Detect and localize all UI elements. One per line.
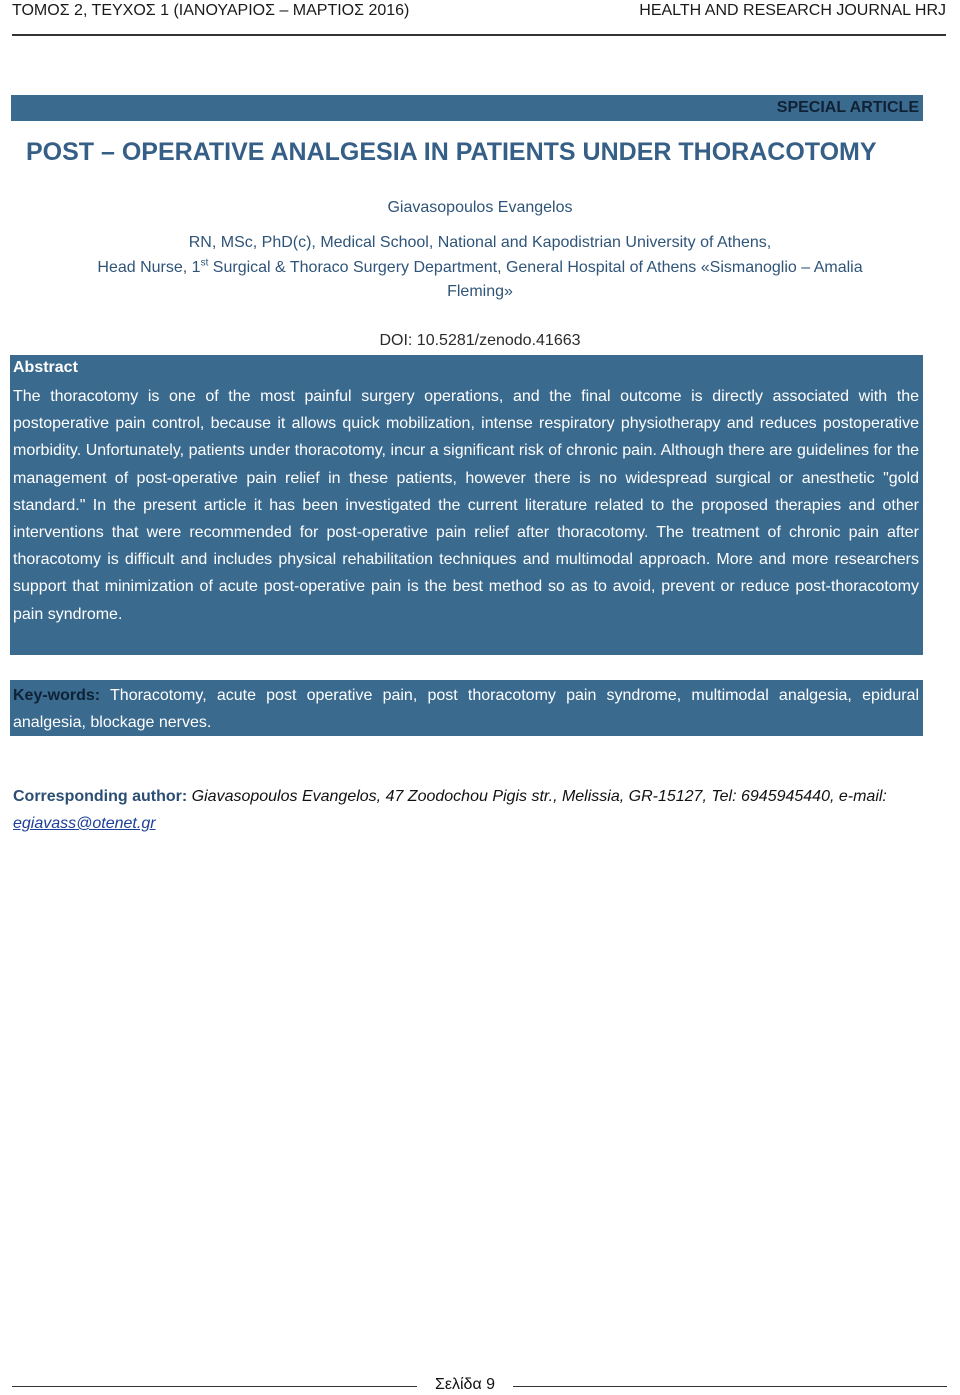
affiliation-line-1: RN, MSc, PhD(c), Medical School, National and Kapodistrian University of Athens, [188, 234, 772, 251]
page-number: Σελίδα 9 [434, 1376, 496, 1393]
keywords-label: Key-words: [13, 687, 101, 704]
running-header [12, 0, 946, 36]
keywords-content [13, 682, 919, 736]
abstract-content [13, 355, 919, 628]
doi[interactable]: DOI: 10.5281/zenodo.41663 [379, 332, 581, 349]
affiliation-line-2 [0, 256, 960, 280]
keywords-text: Thoracotomy, acute post operative pain, post thoracotomy pain syndrome, multimodal analgesia, epidural analgesia, blockage nerves. [13, 687, 919, 731]
author-name: Giavasopoulos Evangelos [387, 199, 573, 216]
corresponding-author-label: Corresponding author: [13, 788, 188, 805]
section-banner [11, 95, 923, 121]
affiliation-line-3: Fleming» [447, 283, 513, 300]
keywords-block [10, 680, 923, 736]
footer-rule-right [513, 1386, 947, 1387]
section-label: SPECIAL ARTICLE [776, 99, 919, 116]
affiliation-line-2-pre: Head Nurse, 1 [97, 259, 201, 276]
corresponding-author [13, 783, 923, 837]
abstract-heading: Abstract [13, 359, 78, 376]
journal-issue: ΤΟΜΟΣ 2, ΤΕΥΧΟΣ 1 (ΙΑΝΟΥΑΡΙΟΣ – ΜΑΡΤΙΟΣ 2016) [12, 2, 410, 19]
affiliation-line-2-post: Surgical & Thoraco Surgery Department, General Hospital of Athens «Sismanoglio – Amalia [208, 259, 863, 276]
email-link[interactable]: egiavass@otenet.gr [13, 815, 156, 832]
ordinal-suffix: st [200, 257, 209, 269]
abstract-text: The thoracotomy is one of the most painful surgery operations, and the final outcome is directly associated with the postoperative pain control, because it allows quick mobilization, intense respiratory physiotherapy and reduces postoperative morbidity. Unfortunately, patients under thoracotomy, incur a significant risk of chronic pain. Although there are guidelines for the management of post-operative pain relief in these patients, however there is no widespread surgical or anesthetic "gold standard." In the present article it has been investigated the current literature related to the proposed therapies and other interventions that were recommended for post-operative pain relief after thoracotomy. The treatment of chronic pain after thoracotomy is difficult and includes physical rehabilitation techniques and multimodal approach. More and more researchers support that minimization of acute post-operative pain is the best method so as to avoid, prevent or reduce post-thoracotomy pain syndrome. [13, 388, 919, 623]
corresponding-author-details: Giavasopoulos Evangelos, 47 Zoodochou Pigis str., Melissia, GR-15127, Tel: 6945945440, e-mail: [187, 788, 887, 805]
abstract-block [10, 355, 923, 655]
article-title: POST – OPERATIVE ANALGESIA IN PATIENTS UNDER THORACOTOMY [26, 138, 877, 166]
header-rule [12, 34, 946, 36]
footer-rule-left [12, 1386, 417, 1387]
journal-name: HEALTH AND RESEARCH JOURNAL HRJ [639, 2, 946, 19]
